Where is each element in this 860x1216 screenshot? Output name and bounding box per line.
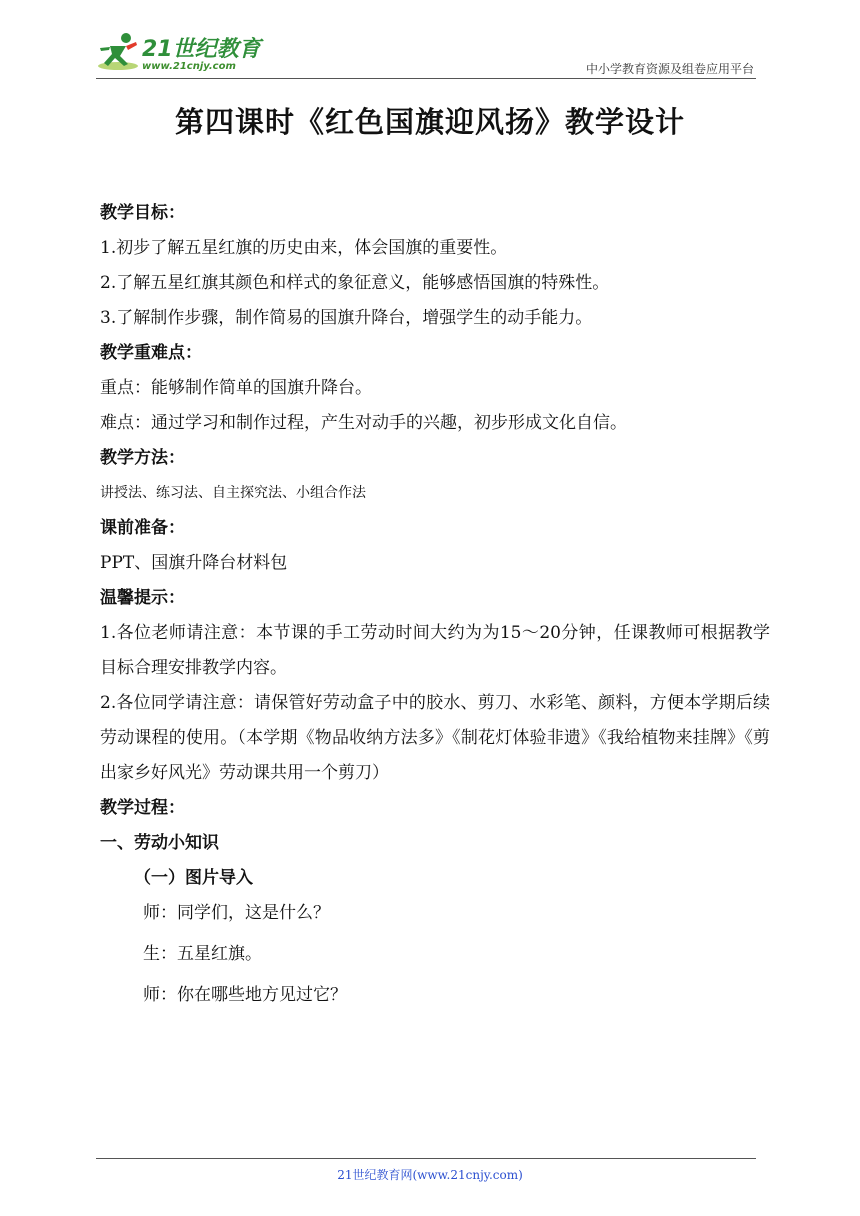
- dialog-line: 师：同学们，这是什么？: [143, 903, 330, 923]
- key-point: 重点：能够制作简单的国旗升降台。: [100, 378, 372, 398]
- document-body: [100, 196, 770, 1013]
- site-logo[interactable]: [96, 30, 266, 80]
- logo-url-text: www.21cnjy.com: [142, 61, 236, 72]
- process-heading: 教学过程：: [100, 798, 185, 818]
- key-points-heading: 教学重难点：: [100, 343, 202, 363]
- goal-item: 3.了解制作步骤，制作简易的国旗升降台，增强学生的动手能力。: [100, 308, 593, 328]
- part-one-heading: 一、劳动小知识: [100, 833, 219, 853]
- preparation-text: PPT、国旗升降台材料包: [100, 553, 288, 573]
- logo-main-text: 21世纪教育: [142, 37, 261, 62]
- difficult-point: 难点：通过学习和制作过程，产生对动手的兴趣，初步形成文化自信。: [100, 413, 627, 433]
- dialog-line: 师：你在哪些地方见过它？: [143, 985, 347, 1005]
- goal-item: 1.初步了解五星红旗的历史由来，体会国旗的重要性。: [100, 238, 508, 258]
- goal-item: 2.了解五星红旗其颜色和样式的象征意义，能够感悟国旗的特殊性。: [100, 273, 610, 293]
- goals-heading: 教学目标：: [100, 203, 185, 223]
- footer-divider: [96, 1158, 756, 1159]
- header-divider: [96, 78, 756, 79]
- tip-students: 2.各位同学请注意：请保管好劳动盒子中的胶水、剪刀、水彩笔、颜料，方便本学期后续劳动课程的使用。（本学期《物品收纳方法多》《制花灯体验非遗》《我给植物来挂牌》《剪出家乡好风光》劳动课共用一个剪刀）: [100, 693, 770, 783]
- methods-text: 讲授法、练习法、自主探究法、小组合作法: [100, 485, 366, 501]
- document-title: 第四课时《红色国旗迎风扬》教学设计: [174, 105, 685, 139]
- footer-link[interactable]: 21世纪教育网(www.21cnjy.com): [337, 1168, 523, 1182]
- header-tagline: 中小学教育资源及组卷应用平台: [585, 62, 754, 76]
- dialog-line: 生：五星红旗。: [143, 944, 262, 964]
- methods-heading: 教学方法：: [100, 448, 185, 468]
- part-one-subheading: （一）图片导入: [134, 868, 253, 888]
- tip-teachers: 1.各位老师请注意：本节课的手工劳动时间大约为为15～20分钟，任课教师可根据教学目标合理安排教学内容。: [100, 623, 770, 678]
- preparation-heading: 课前准备：: [100, 518, 185, 538]
- runner-logo-icon: [96, 30, 142, 76]
- tips-heading: 温馨提示：: [100, 588, 185, 608]
- page-header: [0, 0, 860, 90]
